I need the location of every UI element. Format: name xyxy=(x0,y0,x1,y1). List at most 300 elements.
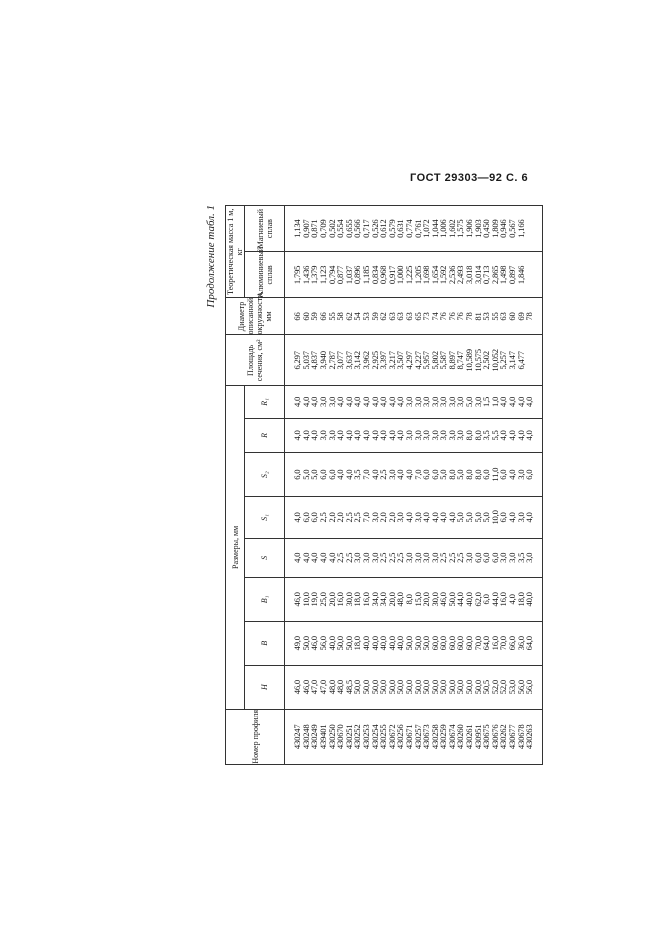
column-profile-number xyxy=(285,709,543,764)
column-b xyxy=(285,621,543,665)
table-cell: 63 xyxy=(403,312,414,321)
table-cell: 50,0 xyxy=(421,680,432,695)
table-cell: 0,774 xyxy=(403,219,414,238)
header-r1: R₁ xyxy=(245,386,285,418)
table-cell: 1,123 xyxy=(317,265,328,285)
header-s: S xyxy=(245,538,285,577)
header-r: R xyxy=(245,418,285,453)
table-cell: 4,0 xyxy=(395,469,406,480)
table-cell: 5,0 xyxy=(472,512,483,523)
table-cell: 5,587 xyxy=(438,351,449,370)
table-cell: 3,0 xyxy=(446,430,457,441)
table-cell: 1,592 xyxy=(438,265,449,285)
table-cell: 0,579 xyxy=(386,219,397,238)
table-cell: 0,450 xyxy=(481,219,492,238)
header-profile-number: Номер профиля xyxy=(226,709,285,764)
table-cell: 2,0 xyxy=(326,512,337,523)
column-magnesium xyxy=(285,206,543,252)
table-cell: 5,0 xyxy=(455,512,466,523)
table-cell: 3,0 xyxy=(352,552,363,563)
table-cell: 50,0 xyxy=(378,680,389,695)
table-cell: 430259 xyxy=(438,724,449,750)
table-cell: 6,0 xyxy=(489,552,500,563)
table-cell: 53 xyxy=(481,312,492,321)
table-cell: 0,502 xyxy=(326,219,337,238)
table-cell: 4,0 xyxy=(507,396,518,408)
table-cell: 50,0 xyxy=(455,680,466,695)
table-cell: 1,006 xyxy=(438,219,449,238)
table-cell: 3,0 xyxy=(498,552,509,563)
table-cell: 4,0 xyxy=(524,430,535,441)
table-cell: 6,0 xyxy=(481,552,492,563)
table-cell: 46,0 xyxy=(309,636,320,651)
table-cell: 3,0 xyxy=(395,512,406,523)
table-cell: 2,865 xyxy=(489,265,500,285)
table-cell: 3,962 xyxy=(360,351,371,370)
table-cell: 430257 xyxy=(412,724,423,750)
table-cell: 50,0 xyxy=(403,636,414,651)
table-cell: 50,0 xyxy=(369,680,380,695)
table-cell: 4,0 xyxy=(507,469,518,480)
table-cell: 4,0 xyxy=(515,396,526,408)
table-cell: 16,0 xyxy=(360,592,371,607)
table-cell: 0,709 xyxy=(317,219,328,238)
table-cell: 4,0 xyxy=(352,396,363,408)
table-cell: 76 xyxy=(446,312,457,321)
table-cell: 5,0 xyxy=(481,512,492,523)
header-magnesium: Магниевый сплав xyxy=(245,206,285,252)
table-cell: 56,0 xyxy=(515,680,526,695)
table-cell: 10,0 xyxy=(300,592,311,607)
table-cell: 60,0 xyxy=(429,636,440,651)
table-cell: 50,0 xyxy=(412,636,423,651)
header-b: B xyxy=(245,621,285,665)
table-cell: 4,0 xyxy=(309,552,320,563)
table-cell: 1,654 xyxy=(429,265,440,285)
table-cell: 11,0 xyxy=(489,467,500,482)
table-cell: 18,0 xyxy=(352,636,363,651)
table-cell: 46,0 xyxy=(292,592,303,607)
table-cell: 3,397 xyxy=(378,351,389,370)
table-cell: 6,0 xyxy=(326,469,337,480)
table-cell: 2,0 xyxy=(335,512,346,523)
table-cell: 5,0 xyxy=(309,469,320,480)
table-cell: 46,0 xyxy=(292,680,303,695)
table-cell: 4,0 xyxy=(326,552,337,563)
table-cell: 50,0 xyxy=(446,592,457,607)
table-cell: 6,0 xyxy=(472,552,483,563)
table-cell: 5,037 xyxy=(300,351,311,370)
table-cell: 2,493 xyxy=(455,265,466,285)
table-cell: 0,877 xyxy=(335,265,346,285)
table-cell: 4,227 xyxy=(412,351,423,370)
table-cell: 1,037 xyxy=(343,265,354,285)
table-cell: 2,787 xyxy=(326,351,337,370)
table-cell: 40,0 xyxy=(326,636,337,651)
table-cell: 3,0 xyxy=(429,396,440,408)
table-caption: Продолжение табл. 1 xyxy=(205,205,217,308)
table-cell: 48,0 xyxy=(335,680,346,695)
table-cell: 4,0 xyxy=(507,594,518,605)
table-cell: 430254 xyxy=(369,724,380,750)
table-cell: 60 xyxy=(507,312,518,321)
table-cell: 430255 xyxy=(378,724,389,750)
table-cell: 36,0 xyxy=(515,636,526,651)
table-cell: 6,0 xyxy=(481,469,492,480)
table-cell: 7,0 xyxy=(360,469,371,480)
table-cell: 1,906 xyxy=(464,219,475,238)
table-cell: 3,0 xyxy=(421,396,432,408)
table-cell: 34,0 xyxy=(369,592,380,607)
table-cell: 1,795 xyxy=(292,265,303,285)
table-cell: 30,0 xyxy=(343,592,354,607)
table-cell: 3,0 xyxy=(412,552,423,563)
table-cell: 430256 xyxy=(395,724,406,750)
table-cell: 3,0 xyxy=(386,469,397,480)
table-cell: 62,0 xyxy=(472,592,483,607)
rotated-table-frame xyxy=(205,205,543,765)
table-cell: 4,0 xyxy=(378,396,389,408)
table-cell: 430674 xyxy=(446,724,457,750)
table-cell: 2,5 xyxy=(386,552,397,563)
table-cell: 430252 xyxy=(352,724,363,750)
table-cell: 1,436 xyxy=(300,265,311,285)
table-cell: 63 xyxy=(395,312,406,321)
table-cell: 3,0 xyxy=(524,552,535,563)
table-cell: 4,0 xyxy=(403,469,414,480)
table-cell: 4,0 xyxy=(507,430,518,441)
table-cell: 56,0 xyxy=(317,636,328,651)
table-cell: 63 xyxy=(386,312,397,321)
table-cell: 4,0 xyxy=(335,430,346,441)
table-cell: 40,0 xyxy=(524,592,535,607)
table-cell: 66,0 xyxy=(507,636,518,651)
table-cell: 2,502 xyxy=(481,351,492,370)
table-cell: 73 xyxy=(421,312,432,321)
table-cell: 4,0 xyxy=(335,396,346,408)
table-cell: 8,0 xyxy=(446,469,457,480)
table-cell: 50,0 xyxy=(438,680,449,695)
table-cell: 4,0 xyxy=(352,430,363,441)
table-cell: 4,0 xyxy=(292,430,303,441)
table-cell: 1,166 xyxy=(515,219,526,238)
table-cell: 4,0 xyxy=(300,552,311,563)
table-cell: 55 xyxy=(489,312,500,321)
table-cell: 2,0 xyxy=(378,512,389,523)
table-cell: 430262 xyxy=(498,724,509,750)
table-cell: 81 xyxy=(472,312,483,321)
table-cell: 3,0 xyxy=(403,430,414,441)
table-cell: 3,0 xyxy=(472,396,483,408)
column-aluminium xyxy=(285,252,543,298)
table-cell: 430951 xyxy=(472,724,483,750)
table-cell: 78 xyxy=(464,312,475,321)
table-cell: 1,379 xyxy=(309,265,320,285)
table-cell: 60,0 xyxy=(438,636,449,651)
table-cell: 50,0 xyxy=(360,680,371,695)
table-cell: 1,225 xyxy=(403,265,414,285)
table-cell: 1,185 xyxy=(360,265,371,285)
table-cell: 6,0 xyxy=(421,469,432,480)
table-cell: 430260 xyxy=(455,724,466,750)
table-cell: 48,0 xyxy=(326,680,337,695)
table-cell: 4,0 xyxy=(360,396,371,408)
header-diameter: Диаметр описанной окружности, мм xyxy=(226,298,285,335)
table-cell: 4,0 xyxy=(378,430,389,441)
table-cell: 62 xyxy=(343,312,354,321)
table-cell: 52,0 xyxy=(489,680,500,695)
table-cell: 4,0 xyxy=(300,430,311,441)
table-cell: 0,897 xyxy=(507,265,518,285)
table-cell: 2,5 xyxy=(378,552,389,563)
table-cell: 0,631 xyxy=(395,219,406,238)
table-cell: 44,0 xyxy=(455,592,466,607)
table-cell: 52,0 xyxy=(498,680,509,695)
table-cell: 4,0 xyxy=(369,396,380,408)
table-cell: 10,575 xyxy=(472,349,483,372)
table-cell: 3,014 xyxy=(472,265,483,285)
table-cell: 50,0 xyxy=(429,680,440,695)
table-cell: 6,0 xyxy=(317,469,328,480)
table-cell: 4,0 xyxy=(369,469,380,480)
table-cell: 0,566 xyxy=(352,219,363,238)
table-cell: 70,0 xyxy=(498,636,509,651)
table-cell: 3,5 xyxy=(481,430,492,441)
table-cell: 4,0 xyxy=(317,552,328,563)
profile-table xyxy=(225,205,543,765)
table-cell: 1,044 xyxy=(429,219,440,238)
table-cell: 3,507 xyxy=(395,351,406,370)
table-cell: 8,0 xyxy=(472,430,483,441)
table-cell: 3,0 xyxy=(326,430,337,441)
table-cell: 3,0 xyxy=(421,552,432,563)
table-cell: 19,0 xyxy=(309,592,320,607)
table-cell: 430253 xyxy=(360,724,371,750)
table-cell: 6,0 xyxy=(481,594,492,605)
table-cell: 30,0 xyxy=(429,592,440,607)
table-cell: 8,0 xyxy=(464,469,475,480)
table-cell: 8,0 xyxy=(472,469,483,480)
table-cell: 6,0 xyxy=(300,512,311,523)
table-cell: 8,0 xyxy=(403,594,414,605)
table-cell: 430676 xyxy=(489,724,500,750)
column-r1 xyxy=(285,386,543,418)
table-cell: 5,257 xyxy=(498,351,509,370)
table-cell: 78 xyxy=(524,312,535,321)
table-cell: 0,717 xyxy=(360,219,371,238)
table-cell: 6,0 xyxy=(498,469,509,480)
table-cell: 2,5 xyxy=(335,552,346,563)
table-cell: 0,612 xyxy=(378,219,389,238)
table-cell: 60,0 xyxy=(446,636,457,651)
table-cell: 0,554 xyxy=(335,219,346,238)
table-cell: 5,957 xyxy=(421,351,432,370)
table-cell: 3,637 xyxy=(343,351,354,370)
table-cell: 48,0 xyxy=(395,592,406,607)
table-cell: 0,834 xyxy=(369,265,380,285)
table-cell: 49,0 xyxy=(292,636,303,651)
table-cell: 3,0 xyxy=(455,430,466,441)
table-cell: 430247 xyxy=(292,724,303,750)
table-cell: 62 xyxy=(378,312,389,321)
table-cell: 430261 xyxy=(464,724,475,750)
table-cell: 6,0 xyxy=(292,469,303,480)
table-cell: 47,0 xyxy=(317,680,328,695)
table-cell: 3,0 xyxy=(412,430,423,441)
table-cell: 3,0 xyxy=(403,396,414,408)
table-cell: 6,0 xyxy=(309,512,320,523)
table-cell: 430672 xyxy=(386,724,397,750)
table-cell: 430250 xyxy=(326,724,337,750)
table-cell: 6,297 xyxy=(292,351,303,370)
table-cell: 63 xyxy=(498,312,509,321)
table-cell: 1,134 xyxy=(292,219,303,238)
header-s2: S₂ xyxy=(245,453,285,497)
table-cell: 4,0 xyxy=(292,512,303,523)
table-cell: 0,567 xyxy=(507,219,518,238)
table-cell: 0,907 xyxy=(300,219,311,238)
table-cell: 430675 xyxy=(481,724,492,750)
table-cell: 3,0 xyxy=(507,552,518,563)
table-cell: 50,0 xyxy=(464,680,475,695)
table-cell: 1,602 xyxy=(446,219,457,238)
table-cell: 60 xyxy=(300,312,311,321)
table-cell xyxy=(525,252,534,297)
page-header: ГОСТ 29303—92 С. 6 xyxy=(410,172,529,184)
table-cell: 50,0 xyxy=(335,636,346,651)
table-cell: 3,0 xyxy=(369,512,380,523)
table-cell: 20,0 xyxy=(326,592,337,607)
table-cell: 439401 xyxy=(317,724,328,750)
table-cell xyxy=(525,206,534,251)
table-cell: 3,0 xyxy=(446,396,457,408)
table-cell: 48,5 xyxy=(343,680,354,695)
table-cell: 0,794 xyxy=(326,265,337,285)
table-cell: 430670 xyxy=(335,724,346,750)
table-cell: 4,0 xyxy=(395,430,406,441)
table-cell: 47,0 xyxy=(309,680,320,695)
table-cell xyxy=(525,335,534,385)
table-cell: 3,0 xyxy=(464,552,475,563)
table-cell: 3,0 xyxy=(438,396,449,408)
table-cell: 16,0 xyxy=(489,636,500,651)
table-cell: 2,5 xyxy=(395,552,406,563)
table-cell: 2,536 xyxy=(446,265,457,285)
table-cell: 430677 xyxy=(507,724,518,750)
table-cell: 50,0 xyxy=(412,680,423,695)
table-cell: 3,0 xyxy=(412,396,423,408)
table-cell: 5,5 xyxy=(489,430,500,441)
table-cell: 54 xyxy=(352,312,363,321)
table-cell: 4,0 xyxy=(446,512,457,523)
table-cell: 40,0 xyxy=(378,636,389,651)
table-cell: 4,0 xyxy=(421,512,432,523)
table-cell: 4,0 xyxy=(429,512,440,523)
table-cell: 60,0 xyxy=(464,636,475,651)
table-cell: 65 xyxy=(412,312,423,321)
table-cell: 40,0 xyxy=(464,592,475,607)
table-cell: 3,940 xyxy=(317,351,328,370)
table-cell: 1,0 xyxy=(489,396,500,408)
table-cell: 3,5 xyxy=(515,552,526,563)
table-cell: 16,0 xyxy=(335,592,346,607)
table-cell: 4,0 xyxy=(403,512,414,523)
table-cell: 50,0 xyxy=(446,680,457,695)
header-h: H xyxy=(245,665,285,709)
table-cell: 10,0 xyxy=(489,510,500,525)
table-cell: 70,0 xyxy=(472,636,483,651)
header-b1: B₁ xyxy=(245,577,285,621)
table-cell: 55 xyxy=(326,312,337,321)
table-cell: 5,0 xyxy=(455,469,466,480)
table-cell: 76 xyxy=(438,312,449,321)
table-cell: 4,0 xyxy=(369,430,380,441)
table-cell: 1,903 xyxy=(472,219,483,238)
column-area xyxy=(285,335,543,386)
table-cell: 1,809 xyxy=(489,219,500,238)
table-cell: 2,5 xyxy=(446,552,457,563)
table-cell: 3,0 xyxy=(429,552,440,563)
table-cell: 4,837 xyxy=(309,351,320,370)
table-cell: 430263 xyxy=(524,724,535,750)
table-cell: 3,0 xyxy=(326,396,337,408)
table-cell: 0,946 xyxy=(498,219,509,238)
table-cell: 0,871 xyxy=(309,219,320,238)
table-cell: 20,0 xyxy=(386,592,397,607)
table-cell: 4,0 xyxy=(309,430,320,441)
table-cell: 4,0 xyxy=(300,396,311,408)
table-cell: 5,0 xyxy=(438,469,449,480)
table-cell: 6,0 xyxy=(429,469,440,480)
header-aluminium: Алюминиевый сплав xyxy=(245,252,285,298)
table-cell: 4,0 xyxy=(343,396,354,408)
table-cell: 0,526 xyxy=(369,219,380,238)
column-s1 xyxy=(285,497,543,539)
table-cell: 5,0 xyxy=(464,396,475,408)
table-cell: 25,0 xyxy=(317,592,328,607)
table-cell: 3,142 xyxy=(352,351,363,370)
table-cell: 18,0 xyxy=(515,592,526,607)
table-cell: 0,761 xyxy=(412,219,423,238)
table-cell: 46,0 xyxy=(300,680,311,695)
table-cell: 2,5 xyxy=(343,552,354,563)
table-cell: 4,0 xyxy=(498,430,509,441)
table-cell: 3,217 xyxy=(386,351,397,370)
table-cell: 2,5 xyxy=(352,512,363,523)
table-cell: 2,5 xyxy=(378,469,389,480)
table-cell: 7,0 xyxy=(360,512,371,523)
table-cell: 18,0 xyxy=(352,592,363,607)
table-cell: 44,0 xyxy=(489,592,500,607)
column-diameter xyxy=(285,298,543,335)
table-cell: 50,0 xyxy=(421,636,432,651)
table-cell: 69 xyxy=(515,312,526,321)
table-cell: 53 xyxy=(360,312,371,321)
table-cell: 4,0 xyxy=(343,430,354,441)
column-b1 xyxy=(285,577,543,621)
table-cell: 6,0 xyxy=(498,512,509,523)
table-cell: 3,0 xyxy=(515,512,526,523)
table-cell: 58 xyxy=(335,312,346,321)
table-cell: 4,0 xyxy=(360,430,371,441)
table-cell: 8,897 xyxy=(446,351,457,370)
table-cell: 3,0 xyxy=(360,552,371,563)
table-cell: 10,589 xyxy=(464,349,475,372)
table-cell: 2,925 xyxy=(369,351,380,370)
table-cell: 3,0 xyxy=(369,552,380,563)
table-cell: 3,0 xyxy=(429,430,440,441)
table-cell: 3,0 xyxy=(317,396,328,408)
